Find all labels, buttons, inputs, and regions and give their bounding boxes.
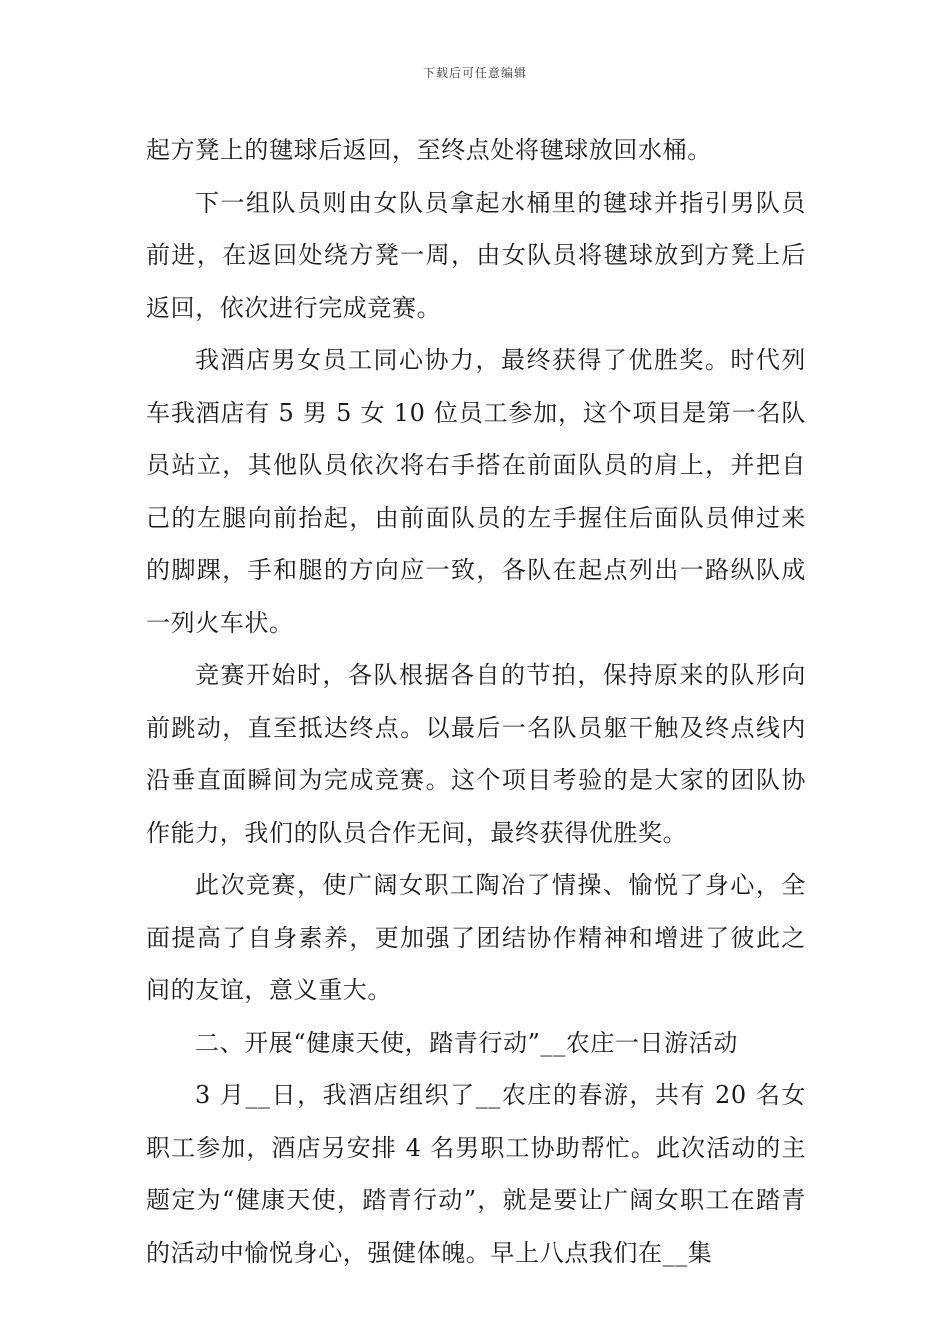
paragraph-6: 3 月__日，我酒店组织了__农庄的春游，共有 20 名女职工参加，酒店另安排 4 名男职工协助帮忙。此次活动的主题定为“健康天使，踏青行动”，就是要让广阔女职工在踏青的活动中愉悦身心，强健体魄。早上八点我们在__集 bbox=[146, 1081, 806, 1267]
page-header-note: 下载后可任意编辑 bbox=[422, 66, 527, 80]
paragraph-1: 起方凳上的毽球后返回，至终点处将毽球放回水桶。 bbox=[146, 136, 712, 164]
paragraph-3: 我酒店男女员工同心协力，最终获得了优胜奖。时代列车我酒店有 5 男 5 女 10 位员工参加，这个项目是第一名队员站立，其他队员依次将右手搭在前面队员的肩上，并把自己的左腿向前抬起，由前面队员的左手握住后面队员伸过来的脚踝，手和腿的方向应一致，各队在起点列出一路纵队成一列火车状。 bbox=[146, 346, 806, 637]
paragraph-4: 竞赛开始时，各队根据各自的节拍，保持原来的队形向前跳动，直至抵达终点。以最后一名队员躯干触及终点线内沿垂直面瞬间为完成竞赛。这个项目考验的是大家的团队协作能力，我们的队员合作无间，最终获得优胜奖。 bbox=[146, 661, 806, 847]
document-body bbox=[146, 124, 806, 1279]
paragraph-5: 此次竞赛，使广阔女职工陶冶了情操、愉悦了身心，全面提高了自身素养，更加强了团结协作精神和增进了彼此之间的友谊，意义重大。 bbox=[146, 871, 806, 1004]
paragraph-2: 下一组队员则由女队员拿起水桶里的毽球并指引男队员前进，在返回处绕方凳一周，由女队员将毽球放到方凳上后返回，依次进行完成竞赛。 bbox=[146, 188, 806, 322]
section-heading-2: 二、开展“健康天使，踏青行动”__农庄一日游活动 bbox=[195, 1028, 738, 1057]
